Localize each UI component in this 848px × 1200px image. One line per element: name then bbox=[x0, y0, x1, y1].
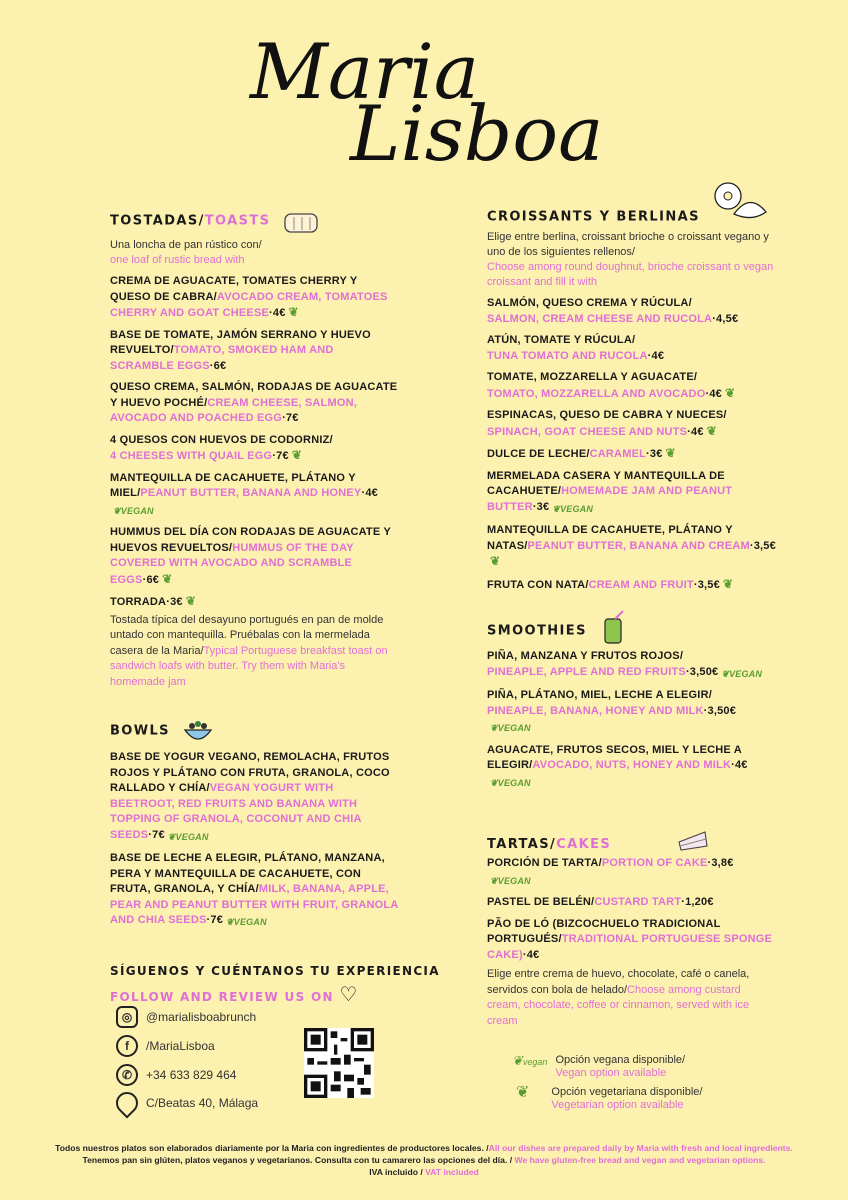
item-price: ·7€ bbox=[272, 450, 289, 462]
menu-item bbox=[487, 577, 777, 594]
item-en: MILK, BANANA, APPLE, PEAR AND PEANUT BUTTER WITH FRUIT, GRANOLA AND CHIA SEEDS bbox=[110, 883, 399, 926]
item-en: PINEAPLE, APPLE AND RED FRUITS bbox=[487, 665, 686, 678]
address-text: C/Beatas 40, Málaga bbox=[146, 1096, 259, 1110]
footer-line2-es: Tenemos pan sin glúten, platos veganos y vegetarianos. Consulta con tu camarero las opciones del día. / bbox=[82, 1155, 515, 1165]
menu-item bbox=[110, 380, 400, 427]
brand-line2: Lisboa bbox=[350, 89, 604, 170]
bowls-title bbox=[110, 716, 400, 746]
whatsapp-row[interactable] bbox=[116, 1064, 236, 1086]
social-title-en-text: FOLLOW AND REVIEW US ON bbox=[110, 990, 334, 1004]
item-en: HUMMUS OF THE DAY COVERED WITH AVOCADO AND SCRAMBLE EGGS bbox=[110, 541, 354, 586]
instagram-row[interactable] bbox=[116, 1006, 256, 1028]
vegan-leaf-icon: ❦VEGAN bbox=[167, 831, 209, 842]
item-es: MERMELADA CASERA Y MANTEQUILLA DE CACAHUETE/ bbox=[487, 469, 725, 497]
footer-line2-en: We have gluten-free bread and vegan and vegetarian options. bbox=[514, 1155, 766, 1165]
item-es: DULCE DE LECHE/ bbox=[487, 448, 590, 460]
location-pin-icon bbox=[111, 1087, 142, 1118]
vegan-mark-text: VEGAN bbox=[120, 505, 154, 516]
item-es: ESPINACAS, QUESO DE CABRA Y NUECES/ bbox=[487, 409, 727, 421]
menu-item bbox=[487, 446, 777, 463]
item-price: ·4€ bbox=[361, 487, 378, 499]
address-row bbox=[116, 1092, 258, 1114]
menu-item bbox=[487, 743, 777, 792]
item-en: PEANUT BUTTER, BANANA AND HONEY bbox=[140, 487, 362, 499]
facebook-handle[interactable]: /MariaLisboa bbox=[146, 1039, 215, 1053]
tostadas-title-es: TOSTADAS/ bbox=[110, 213, 205, 229]
item-en: PORTION OF CAKE bbox=[601, 857, 708, 869]
menu-item bbox=[487, 469, 777, 518]
vegetarian-leaf-icon: ❦ bbox=[291, 448, 303, 462]
item-en: 4 CHEESES WITH QUAIL EGG bbox=[110, 450, 273, 462]
menu-item bbox=[487, 370, 777, 402]
intro-en: Choose among round doughnut, brioche croissant o vegan croissant and fill it with bbox=[487, 261, 774, 288]
item-price: ·4€ bbox=[269, 307, 286, 319]
item-price: ·6€ bbox=[209, 359, 227, 372]
item-en: TUNA TOMATO AND RUCOLA bbox=[487, 349, 648, 362]
item-es: PÃO DE LÓ (BIZCOCHUELO TRADICIONAL PORTUGUÉS/ bbox=[487, 917, 721, 945]
bowls-title-text: BOWLS bbox=[110, 723, 170, 739]
item-price: ·1,20€ bbox=[681, 896, 714, 908]
vegan-leaf-icon: ❦VEGAN bbox=[490, 723, 531, 733]
note-en: Typical Portuguese breakfast toast on sandwich loafs with butter. Try them with Maria's homemade jam bbox=[110, 644, 388, 688]
facebook-icon: f bbox=[116, 1035, 138, 1057]
vegan-mark-text: vegan bbox=[522, 1057, 548, 1067]
menu-item bbox=[487, 408, 777, 440]
item-price: ·4€ bbox=[731, 759, 748, 771]
item-en: CARAMEL bbox=[589, 448, 647, 460]
legend-vegan-es: Opción vegana disponible/ bbox=[555, 1054, 686, 1066]
item-en: HOMEMADE JAM AND PEANUT BUTTER bbox=[487, 485, 733, 513]
item-es: TOMATE, MOZZARELLA Y AGUACATE/ bbox=[487, 371, 698, 383]
vegan-leaf-icon: ❦VEGAN bbox=[226, 917, 267, 927]
item-price: ·7€ bbox=[282, 412, 299, 424]
menu-item bbox=[487, 649, 777, 682]
vegan-mark-text: VEGAN bbox=[560, 503, 594, 514]
item-price: ·3,5€ bbox=[693, 578, 720, 591]
menu-item bbox=[487, 856, 777, 889]
menu-item bbox=[110, 433, 400, 465]
intro-es: Elige entre berlina, croissant brioche o croissant vegano y uno de los siguientes rellenos/ bbox=[487, 231, 769, 258]
item-es: CREMA DE AGUACATE, TOMATES CHERRY Y QUESO DE CABRA/ bbox=[110, 275, 358, 303]
legend-veg-en: Vegetarian option available bbox=[551, 1099, 684, 1111]
menu-item bbox=[487, 523, 777, 571]
footer bbox=[0, 1142, 848, 1178]
item-es: SALMÓN, QUESO CREMA Y RÚCULA/ bbox=[487, 297, 692, 309]
qr-code[interactable] bbox=[304, 1028, 374, 1098]
item-en: AVOCADO CREAM, TOMATOES CHERRY AND GOAT CHEESE bbox=[110, 290, 388, 319]
vegan-mark-text: VEGAN bbox=[497, 875, 531, 886]
facebook-row[interactable] bbox=[116, 1035, 215, 1057]
vegetarian-leaf-icon: ❦ bbox=[490, 554, 501, 568]
item-price: ·4€ bbox=[687, 425, 704, 438]
item-es: MANTEQUILLA DE CACAHUETE, PLÁTANO Y NATAS/ bbox=[487, 524, 733, 552]
item-en: PINEAPLE, BANANA, HONEY AND MILK bbox=[487, 704, 704, 717]
vegan-leaf-icon: ❦VEGAN bbox=[552, 503, 594, 514]
vegan-leaf-icon: ❦VEGAN bbox=[721, 668, 763, 679]
heart-icon: ♡ bbox=[339, 982, 359, 1006]
vegetarian-leaf-icon: ❦ bbox=[724, 385, 736, 400]
whatsapp-number[interactable]: +34 633 829 464 bbox=[146, 1068, 237, 1082]
item-en: SPINACH, GOAT CHEESE AND NUTS bbox=[487, 425, 688, 438]
legend-vegan-en: Vegan option available bbox=[555, 1067, 667, 1079]
menu-item bbox=[110, 328, 400, 375]
vegetarian-leaf-icon: ❦ bbox=[162, 571, 173, 586]
item-price: ·3€ bbox=[166, 596, 183, 608]
item-en: VEGAN YOGURT WITH BEETROOT, RED FRUITS AND BANANA WITH TOPPING OF GRANOLA, COCONUT AND CHIA SEEDS bbox=[110, 782, 362, 841]
bread-icon bbox=[282, 208, 320, 234]
item-es: PORCIÓN DE TARTA/ bbox=[487, 857, 602, 869]
vegan-leaf-icon: ❦VEGAN bbox=[490, 875, 531, 886]
menu-item bbox=[110, 750, 400, 845]
vegan-mark-text: VEGAN bbox=[497, 777, 531, 788]
whatsapp-icon: ✆ bbox=[116, 1064, 138, 1086]
legend-vegan bbox=[512, 1054, 685, 1080]
menu-item bbox=[110, 525, 400, 588]
instagram-handle[interactable]: @marialisboabrunch bbox=[146, 1010, 257, 1024]
item-es: QUESO CREMA, SALMÓN, RODAJAS DE AGUACATE Y HUEVO POCHÉ/ bbox=[110, 381, 398, 409]
item-es: PIÑA, PLÁTANO, MIEL, LECHE A ELEGIR/ bbox=[487, 689, 712, 701]
item-es: ATÚN, TOMATE Y RÚCULA/ bbox=[487, 334, 636, 346]
tartas-note bbox=[487, 967, 777, 1029]
left-column bbox=[110, 208, 400, 937]
vegan-leaf-icon: ❦VEGAN bbox=[113, 505, 154, 516]
social-title-en bbox=[110, 982, 440, 1006]
item-es: BASE DE LECHE A ELEGIR, PLÁTANO, MANZANA, PERA Y MANTEQUILLA DE CACAHUETE, CON FRUTA, GRANOLA, Y CHÍA/ bbox=[110, 852, 385, 895]
menu-item bbox=[110, 594, 400, 611]
item-price: ·4€ bbox=[705, 387, 722, 400]
menu-item bbox=[487, 917, 777, 964]
menu-item bbox=[487, 688, 777, 737]
legend-vegetarian bbox=[512, 1086, 702, 1112]
cake-icon bbox=[677, 824, 709, 852]
tostadas-intro-en: one loaf of rustic bread with bbox=[110, 254, 245, 266]
item-en: TRADITIONAL PORTUGUESE SPONGE CAKE) bbox=[487, 933, 773, 961]
item-price: ·3€ bbox=[646, 448, 663, 460]
item-price: ·7€ bbox=[148, 828, 165, 841]
vegetarian-leaf-icon: ❦ bbox=[665, 446, 676, 460]
item-price: ·3,50€ bbox=[703, 704, 737, 717]
torrada-note bbox=[110, 613, 400, 691]
tartas-title-es: TARTAS/ bbox=[487, 837, 557, 852]
item-price: ·3,8€ bbox=[707, 857, 734, 869]
item-price: ·3,50€ bbox=[685, 665, 719, 678]
menu-item bbox=[487, 895, 777, 911]
item-en: PEANUT BUTTER, BANANA AND CREAM bbox=[527, 539, 750, 552]
social-section bbox=[110, 964, 440, 1006]
item-es: BASE DE YOGUR VEGANO, REMOLACHA, FRUTOS ROJOS Y PLÁTANO CON FRUTA, GRANOLA, COCO RALLADO Y CHÍA/ bbox=[110, 751, 390, 794]
smoothie-icon bbox=[599, 609, 627, 645]
item-price: ·4€ bbox=[647, 349, 665, 362]
menu-item bbox=[110, 851, 400, 931]
vegetarian-leaf-icon: ❦ bbox=[185, 594, 196, 608]
footer-line1-es: Todos nuestros platos son elaborados diariamente por la Maria con ingredientes de productores locales. / bbox=[55, 1143, 489, 1153]
item-price: ·7€ bbox=[206, 914, 224, 926]
item-price: ·3€ bbox=[532, 500, 550, 513]
item-es: MANTEQUILLA DE CACAHUETE, PLÁTANO Y MIEL/ bbox=[110, 471, 356, 499]
item-es: PIÑA, MANZANA Y FRUTOS ROJOS/ bbox=[487, 650, 684, 662]
smoothies-title-text: SMOOTHIES bbox=[487, 623, 587, 639]
vegan-mark-text: VEGAN bbox=[175, 831, 209, 842]
vegetarian-leaf-icon: ❦ bbox=[288, 305, 299, 319]
item-en: TOMATO, SMOKED HAM AND SCRAMBLE EGGS bbox=[110, 344, 334, 372]
menu-item bbox=[487, 296, 777, 327]
vegan-leaf-icon: ❦vegan bbox=[512, 1053, 548, 1068]
menu-item bbox=[110, 274, 400, 322]
vegan-mark-text: VEGAN bbox=[497, 723, 531, 733]
tostadas-title-en: TOASTS bbox=[204, 213, 271, 229]
footer-line3-en: VAT included bbox=[425, 1167, 479, 1177]
footer-line1-en: All our dishes are prepared daily by Maria with fresh and local ingredients. bbox=[488, 1143, 793, 1153]
item-es: AGUACATE, FRUTOS SECOS, MIEL Y LECHE A ELEGIR/ bbox=[487, 743, 742, 771]
tartas-title bbox=[487, 837, 777, 852]
brand-line1: Maria bbox=[250, 27, 480, 116]
item-price: ·3,5€ bbox=[749, 539, 776, 552]
item-es: 4 QUESOS CON HUEVOS DE CODORNIZ/ bbox=[110, 433, 333, 446]
item-en: CREAM CHEESE, SALMON, AVOCADO AND POACHED EGG bbox=[110, 396, 357, 424]
vegetarian-leaf-icon: ❦ bbox=[706, 423, 717, 438]
bowl-icon bbox=[182, 716, 214, 746]
item-en: SALMON, CREAM CHEESE AND RUCOLA bbox=[487, 312, 713, 325]
menu-item bbox=[110, 471, 400, 520]
item-es: BASE DE TOMATE, JAMÓN SERRANO Y HUEVO REVUELTO/ bbox=[110, 328, 371, 356]
menu-item bbox=[487, 333, 777, 364]
item-price: ·6€ bbox=[142, 573, 160, 586]
instagram-icon: ◎ bbox=[116, 1006, 138, 1028]
tostadas-intro bbox=[110, 238, 400, 268]
item-price: ·4€ bbox=[522, 948, 540, 961]
social-title-es: SÍGUENOS Y CUÉNTANOS TU EXPERIENCIA bbox=[110, 964, 440, 978]
note-en: Choose among custard cream, chocolate, coffee or cinnamon, served with ice cream bbox=[487, 983, 750, 1027]
item-en: CUSTARD TART bbox=[594, 896, 682, 908]
vegetarian-leaf-icon: ❦ bbox=[516, 1084, 530, 1101]
vegan-mark-text: VEGAN bbox=[233, 917, 267, 927]
item-price: ·4,5€ bbox=[712, 312, 739, 325]
vegetarian-leaf-icon: ❦ bbox=[722, 576, 734, 591]
croissants-title-text: CROISSANTS Y BERLINAS bbox=[487, 209, 700, 225]
croissants-intro bbox=[487, 230, 777, 290]
note-es: Elige entre crema de huevo, chocolate, café o canela, servidos con bola de helado/ bbox=[487, 968, 750, 996]
vegan-leaf-icon: ❦VEGAN bbox=[490, 777, 531, 788]
tostadas-title bbox=[110, 208, 400, 234]
croissants-title bbox=[487, 208, 777, 226]
right-column bbox=[487, 208, 777, 1035]
tostadas-intro-es: Una loncha de pan rústico con/ bbox=[110, 239, 262, 251]
smoothies-title bbox=[487, 617, 777, 645]
item-en: AVOCADO, NUTS, HONEY AND MILK bbox=[532, 759, 732, 771]
vegan-mark-text: VEGAN bbox=[729, 668, 763, 679]
tartas-title-en: CAKES bbox=[556, 837, 612, 852]
item-es: PASTEL DE BELÉN/ bbox=[487, 896, 595, 908]
footer-line3-es: IVA incluido / bbox=[369, 1167, 426, 1177]
note-es: Tostada típica del desayuno portugués en pan de molde untado con mantequilla. Pruébalas con la mermelada casera de la Maria/ bbox=[110, 613, 384, 657]
item-en: TOMATO, MOZZARELLA AND AVOCADO bbox=[487, 387, 706, 400]
item-es: FRUTA CON NATA/ bbox=[487, 578, 589, 591]
legend-veg-es: Opción vegetariana disponible/ bbox=[551, 1086, 703, 1098]
brand-logo bbox=[0, 20, 848, 170]
item-en: CREAM AND FRUIT bbox=[588, 578, 694, 591]
item-es: TORRADA bbox=[110, 596, 167, 608]
item-es: HUMMUS DEL DÍA CON RODAJAS DE AGUACATE Y HUEVOS REVUELTOS/ bbox=[110, 526, 391, 554]
croissant-doughnut-icon bbox=[712, 178, 770, 226]
